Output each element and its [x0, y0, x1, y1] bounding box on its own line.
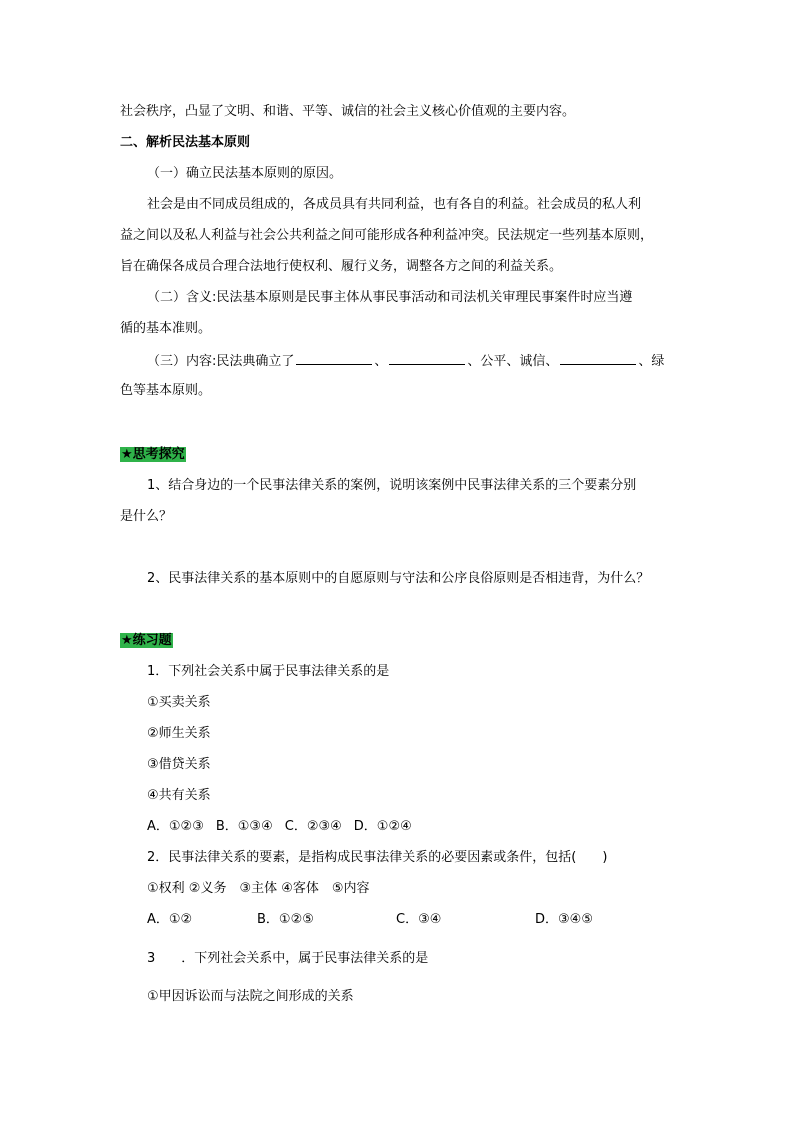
option-d: D．③④⑤ — [535, 912, 593, 927]
think-question-2: 2、民事法律关系的基本原则中的自愿原则与守法和公序良俗原则是否相违背，为什么？ — [147, 571, 650, 586]
continuation-line: 社会秩序，凸显了文明、和谐、平等、诚信的社会主义核心价值观的主要内容。 — [120, 104, 576, 119]
practice-section-tag — [120, 632, 173, 650]
question-1-stem: 1．下列社会关系中属于民事法律关系的是 — [147, 664, 390, 679]
content-cont-line: 色等基本原则。 — [120, 383, 212, 398]
paragraph-line: 旨在确保各成员合理合法地行使权利、履行义务，调整各方之间的利益关系。 — [120, 259, 563, 274]
question-2-stem: 2．民事法律关系的要素，是指构成民事法律关系的必要因素或条件，包括( ) — [147, 850, 608, 865]
content-prefix: （三）内容:民法典确立了 — [147, 354, 295, 369]
subheading-reason: （一）确立民法基本原则的原因。 — [147, 166, 343, 181]
fill-blank-3 — [560, 351, 636, 365]
fill-blank-2 — [389, 351, 465, 365]
definition-line: （二）含义:民法基本原则是民事主体从事民事活动和司法机关审理民事案件时应当遵 — [147, 290, 633, 305]
question-1-options — [147, 818, 424, 836]
definition-line: 循的基本准则。 — [120, 321, 212, 336]
content-suffix: 、绿 — [638, 354, 665, 369]
practice-tag-label: ★练习题 — [121, 633, 172, 648]
question-1-item: ②师生关系 — [147, 726, 211, 741]
question-1-item: ④共有关系 — [147, 788, 211, 803]
content-fill-line — [147, 351, 664, 371]
option-c: C．②③④ — [284, 819, 342, 834]
question-1-item: ①买卖关系 — [147, 695, 211, 710]
option-b: B．①③④ — [215, 819, 273, 834]
question-2-items: ①权利 ②义务 ③主体 ④客体 ⑤内容 — [147, 881, 370, 896]
option-c: C．③④ — [396, 912, 442, 927]
paragraph-line: 社会是由不同成员组成的，各成员具有共同利益，也有各自的利益。社会成员的私人利 — [147, 197, 642, 212]
paragraph-line: 益之间以及私人利益与社会公共利益之间可能形成各种利益冲突。民法规定一些列基本原则， — [120, 228, 654, 243]
section-heading: 二、解析民法基本原则 — [120, 135, 251, 150]
question-3-number: 3 — [147, 951, 156, 966]
think-question-1-line: 是什么？ — [120, 509, 173, 524]
option-b: B．①②⑤ — [257, 912, 314, 927]
think-question-1-line: 1、结合身边的一个民事法律关系的案例，说明该案例中民事法律关系的三个要素分别 — [147, 478, 637, 493]
option-a: A．①②③ — [147, 819, 204, 834]
separator: 、 — [374, 354, 388, 369]
think-tag-label: ★思考探究 — [121, 447, 185, 462]
content-middle: 、公平、诚信、 — [467, 354, 559, 369]
question-3-stem-line — [147, 950, 428, 968]
question-1-item: ③借贷关系 — [147, 757, 211, 772]
question-3-stem: ．下列社会关系中，属于民事法律关系的是 — [181, 951, 429, 966]
question-3-item: ①甲因诉讼而与法院之间形成的关系 — [147, 989, 354, 1004]
option-d: D．①②④ — [353, 819, 412, 834]
fill-blank-1 — [296, 351, 372, 365]
think-section-tag — [120, 446, 186, 464]
option-a: A．①② — [147, 912, 193, 927]
